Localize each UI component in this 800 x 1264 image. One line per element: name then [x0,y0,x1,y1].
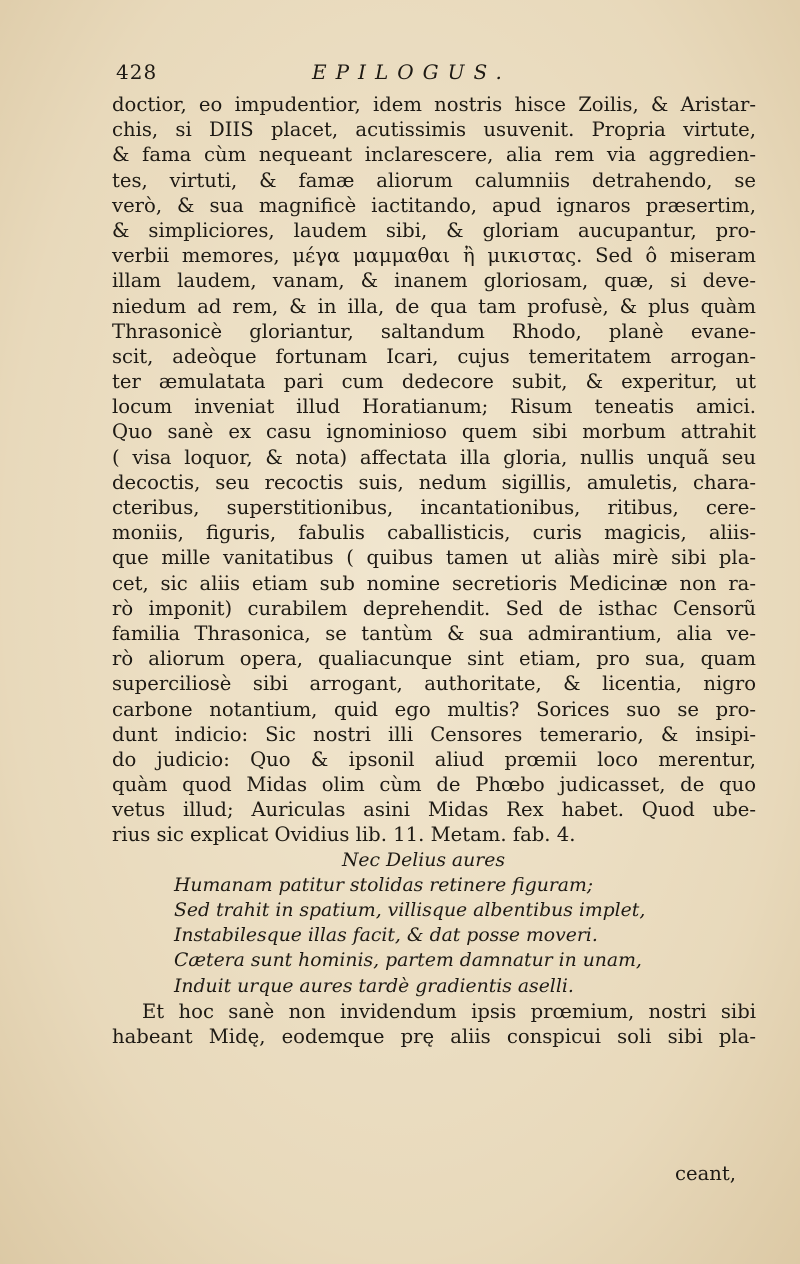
text-line: dunt indicio: Sic nostri illi Censores temerario, & insipi- [112,722,756,746]
text-line: ( visa loquor, & nota) affectata illa gloria, nullis unquã seu [112,445,756,469]
text-line: familia Thrasonica, se tantùm & sua admirantium, alia ve- [112,621,756,645]
text-line: tes, virtuti, & famæ aliorum calumniis detrahendo, se [112,168,756,192]
verse-line: Instabilesque illas facit, & dat posse moveri. [174,925,598,947]
text-line: do judicio: Quo & ipsonil aliud prœmii loco merentur, [112,747,756,771]
text-line: verò, & sua magnificè iactitando, apud ignaros præsertim, [112,193,756,217]
verse-line: Nec Delius aures [342,849,505,871]
text-line: cet, sic aliis etiam sub nomine secretioris Medicinæ non ra- [112,571,756,595]
text-line: & simpliciores, laudem sibi, & gloriam aucupantur, pro- [112,218,756,242]
text-line: doctior, eo impudentior, idem nostris hisce Zoilis, & Aristar- [112,93,756,116]
text-line: rò aliorum opera, qualiacunque sint etiam, pro sua, quam [112,647,756,671]
text-line: & fama cùm nequeant inclarescere, alia rem via aggredien- [112,143,756,167]
text-line: decoctis, seu recoctis suis, nedum sigillis, amuletis, chara- [112,470,756,494]
text-line: rò imponit) curabilem deprehendit. Sed de isthac Censorũ [112,596,756,620]
text-line: verbii memores, μέγα μαμμαθαι ἢ μικιστας. Sed ô miseram [112,244,756,268]
text-line: chis, si DIIS placet, acutissimis usuvenit. Propria virtute, [112,118,756,142]
text-line: superciliosè sibi arrogant, authoritate, & licentia, nigro [112,672,756,696]
text-line: habeant Midę, eodemque prę aliis conspicui soli sibi pla- [112,1024,756,1048]
text-line: carbone notantium, quid ego multis? Sorices suo se pro- [112,697,756,721]
catchword: ceant, [675,1162,736,1185]
verse-quotation [112,848,756,999]
text-line: locum inveniat illud Horatianum; Risum teneatis amici. [112,395,756,419]
page-header [112,58,756,88]
verse-line: Cætera sunt hominis, partem damnatur in unam, [174,950,642,972]
text-line: scit, adeòque fortunam Icari, cujus temeritatem arrogan- [112,344,756,368]
text-line: ter æmulatata pari cum dedecore subit, & experitur, ut [112,370,756,394]
text-line: illam laudem, vanam, & inanem gloriosam, quæ, si deve- [112,269,756,293]
text-line: cteribus, superstitionibus, incantationibus, ritibus, cere- [112,496,756,519]
text-line: niedum ad rem, & in illa, de qua tam profusè, & plus quàm [112,294,756,318]
text-line: Et hoc sanè non invidendum ipsis prœmium, nostri sibi [142,999,756,1023]
running-head: EPILOGUS. [312,60,511,84]
verse-line: Induit urque aures tardè gradientis aselli. [174,975,574,997]
verse-line: Sed trahit in spatium, villisque albentibus implet, [174,900,646,921]
text-line: quàm quod Midas olim cùm de Phœbo judicasset, de quo [112,773,756,797]
text-line: que mille vanitatibus ( quibus tamen ut aliàs mirè sibi pla- [112,546,756,570]
text-line: moniis, figuris, fabulis caballisticis, curis magicis, aliis- [112,521,756,545]
text-line: Quo sanè ex casu ignominioso quem sibi morbum attrahit [112,420,756,444]
text-line: rius sic explicat Ovidius lib. 11. Metam. fab. 4. [112,823,576,847]
text-line: vetus illud; Auriculas asini Midas Rex habet. Quod ube- [112,798,756,822]
page-number: 428 [116,60,158,84]
text-line: Thrasonicè gloriantur, saltandum Rhodo, planè evane- [112,319,756,343]
verse-line: Humanam patitur stolidas retinere figuram; [174,874,594,896]
body-text [112,92,756,1049]
